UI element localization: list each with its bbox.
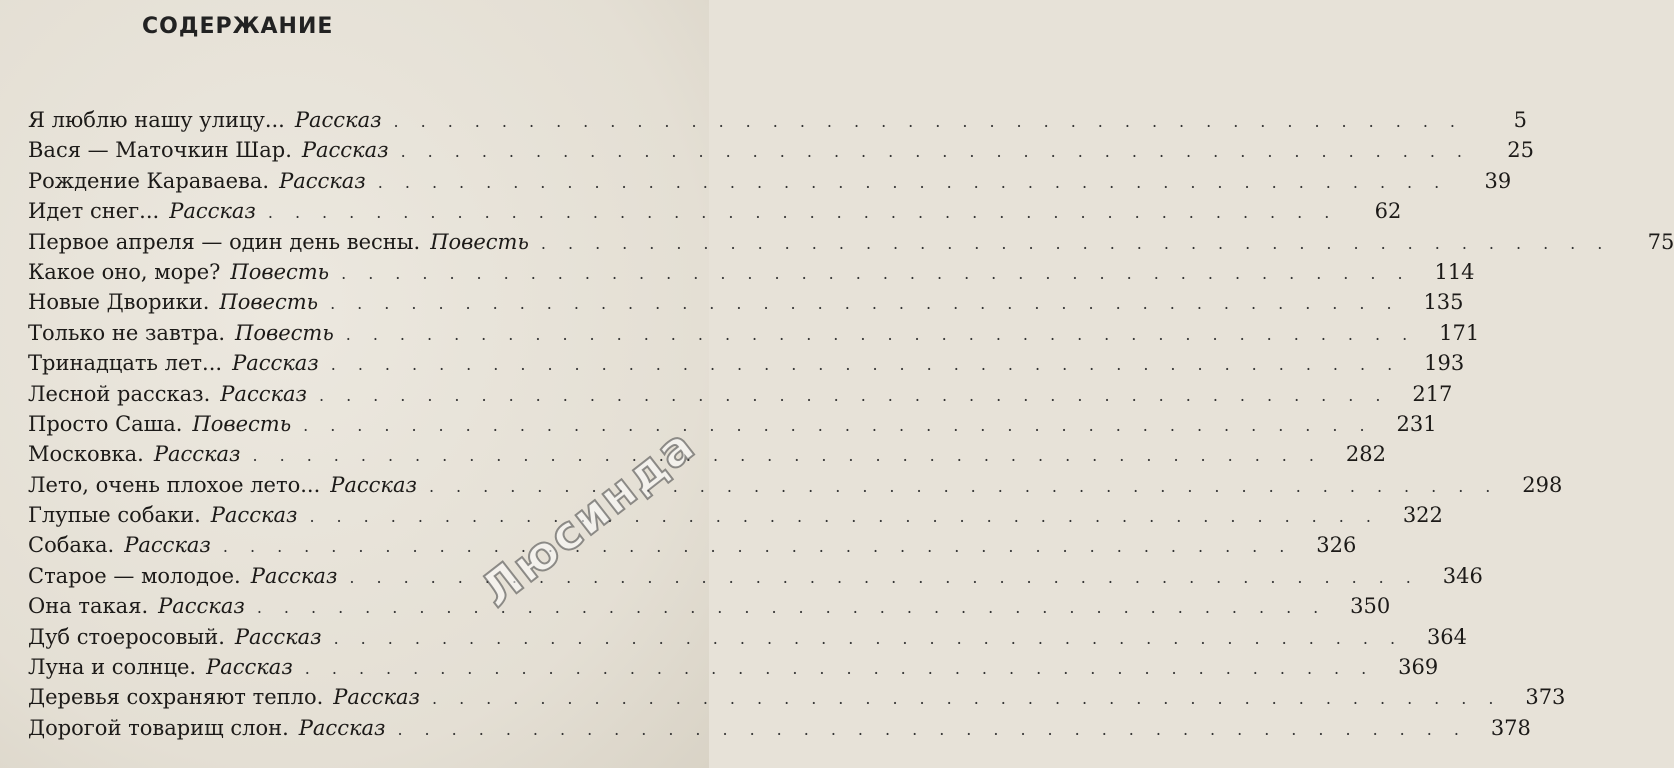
dot-leader: ........................................ — [318, 385, 1403, 405]
entry-title: Первое апреля — один день весны. — [28, 229, 421, 254]
toc-entry — [28, 713, 1531, 743]
entry-genre: Рассказ — [279, 168, 366, 193]
dot-leader: ........................................ — [393, 112, 1477, 131]
entry-page-number: 217 — [1412, 381, 1453, 406]
dot-leader: ........................................ — [540, 233, 1625, 253]
toc-entry — [28, 287, 1464, 317]
entry-page-number: 326 — [1316, 533, 1357, 558]
entry-genre: Рассказ — [169, 199, 256, 224]
entry-title: Глупые собаки. — [28, 503, 201, 528]
toc-entry — [28, 348, 1465, 378]
entry-page-number: 298 — [1522, 472, 1563, 497]
entry-title: Только не завтра. — [28, 320, 226, 345]
entry-page-number: 135 — [1423, 290, 1464, 315]
toc-entry — [28, 196, 1402, 226]
entry-page-number: 75 — [1647, 229, 1674, 254]
toc-entry — [28, 409, 1437, 439]
dot-leader: ........................................ — [256, 598, 1341, 618]
entry-title: Она такая. — [28, 594, 149, 619]
dot-leader: ........................................ — [303, 415, 1387, 435]
entry-genre: Рассказ — [220, 381, 307, 406]
toc-entry — [28, 561, 1483, 591]
entry-page-number: 346 — [1442, 563, 1483, 588]
entry-genre: Рассказ — [153, 442, 241, 467]
dot-leader: ........................................ — [431, 689, 1516, 709]
entry-page-number: 364 — [1426, 624, 1468, 649]
entry-title: Дуб стоеросовый. — [28, 624, 225, 649]
table-of-contents — [28, 105, 1674, 743]
entry-genre: Повесть — [430, 229, 529, 254]
entry-page-number: 171 — [1439, 320, 1480, 345]
entry-genre: Рассказ — [298, 715, 386, 740]
entry-page-number: 231 — [1396, 411, 1437, 436]
contents-heading: СОДЕРЖАНИЕ — [142, 14, 334, 39]
entry-title: Луна и солнце. — [28, 655, 197, 680]
entry-genre: Рассказ — [333, 685, 420, 710]
entry-title: Какое оно, море? — [28, 259, 221, 284]
dot-leader: ........................................ — [330, 355, 1415, 375]
entry-title: Вася — Маточкин Шар. — [28, 138, 292, 163]
toc-entry — [28, 166, 1512, 196]
entry-title: Я люблю нашу улицу... — [28, 108, 285, 132]
entry-title: Новые Дворики. — [28, 290, 210, 315]
entry-page-number: 114 — [1434, 259, 1475, 284]
entry-genre: Рассказ — [124, 533, 211, 558]
watermark-logo: Люсинда — [470, 417, 706, 618]
entry-genre: Рассказ — [206, 655, 293, 680]
entry-genre: Рассказ — [301, 138, 389, 163]
entry-title: Рождение Караваева. — [28, 168, 270, 193]
entry-page-number: 282 — [1345, 442, 1386, 467]
entry-title: Тринадцать лет... — [28, 351, 223, 376]
entry-genre: Рассказ — [294, 108, 382, 132]
toc-entry — [28, 318, 1480, 348]
entry-page-number: 322 — [1402, 503, 1443, 528]
dot-leader: ........................................ — [309, 507, 1393, 527]
entry-page-number: 5 — [1513, 108, 1527, 132]
dot-leader: ........................................ — [428, 476, 1513, 496]
dot-leader: ........................................ — [304, 659, 1389, 679]
entry-genre: Повесть — [192, 411, 292, 436]
entry-genre: Рассказ — [232, 351, 319, 376]
entry-page-number: 373 — [1525, 685, 1566, 710]
entry-title: Деревья сохраняют тепло. — [28, 685, 324, 710]
dot-leader: ........................................ — [397, 719, 1481, 739]
entry-title: Старое — молодое. — [28, 563, 241, 588]
toc-entry — [28, 227, 1674, 257]
dot-leader: ........................................ — [222, 537, 1307, 557]
entry-genre: Рассказ — [234, 624, 322, 649]
entry-page-number: 39 — [1484, 168, 1512, 193]
dot-leader: ........................................ — [345, 324, 1430, 344]
entry-genre: Рассказ — [158, 594, 245, 619]
entry-page-number: 378 — [1490, 715, 1531, 740]
dot-leader: ........................................ — [267, 203, 1352, 223]
dot-leader: ........................................ — [349, 567, 1433, 587]
entry-genre: Рассказ — [210, 503, 298, 528]
entry-genre: Повесть — [219, 290, 319, 315]
dot-leader: ........................................ — [330, 294, 1414, 314]
entry-page-number: 369 — [1398, 655, 1439, 680]
entry-genre: Повесть — [230, 259, 330, 284]
toc-entry — [28, 439, 1386, 469]
dot-leader: ........................................ — [400, 142, 1484, 162]
entry-page-number: 350 — [1350, 594, 1391, 619]
entry-title: Идет снег... — [28, 199, 160, 224]
entry-page-number: 193 — [1424, 351, 1465, 376]
entry-title: Лесной рассказ. — [28, 381, 211, 406]
toc-entry — [28, 379, 1453, 409]
dot-leader: ........................................ — [252, 446, 1336, 466]
toc-entry — [28, 105, 1527, 135]
entry-title: Московка. — [28, 442, 144, 467]
toc-entry — [28, 591, 1391, 621]
toc-entry — [28, 622, 1468, 652]
entry-title: Дорогой товарищ слон. — [28, 715, 289, 740]
entry-title: Собака. — [28, 533, 115, 558]
dot-leader: ........................................ — [333, 628, 1418, 648]
toc-entry — [28, 652, 1439, 682]
toc-entry — [28, 135, 1534, 165]
dot-leader: ........................................ — [341, 263, 1425, 283]
entry-page-number: 62 — [1374, 199, 1402, 224]
entry-genre: Рассказ — [330, 472, 417, 497]
entry-title: Лето, очень плохое лето... — [28, 472, 321, 497]
toc-entry — [28, 257, 1475, 287]
entry-genre: Рассказ — [250, 563, 338, 588]
entry-page-number: 25 — [1507, 138, 1534, 163]
entry-title: Просто Саша. — [28, 411, 183, 436]
toc-entry — [28, 682, 1566, 712]
entry-genre: Повесть — [235, 320, 334, 345]
dot-leader: ........................................ — [377, 172, 1462, 192]
